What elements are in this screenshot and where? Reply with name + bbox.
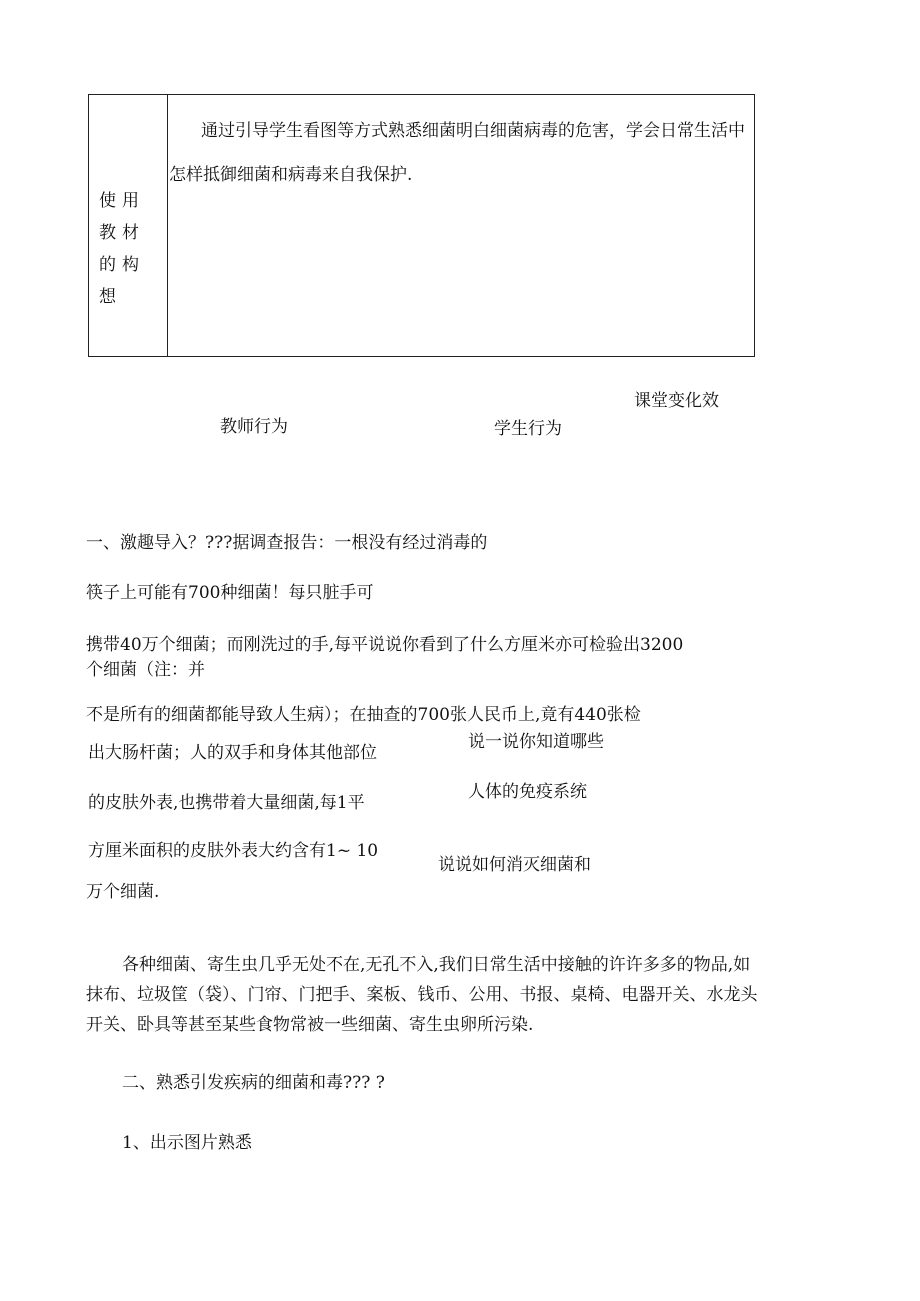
teacher-line: 的皮肤外表,也携带着大量细菌,每1平 — [88, 793, 365, 813]
table-content: 通过引导学生看图等方式熟悉细菌明白细菌病毒的危害，学会日常生活中怎样抵御细菌和病毒来自我保护. — [169, 121, 745, 185]
teacher-line: 不是所有的细菌都能导致人生病）；在抽查的700张人民币上,竟有440张检 — [86, 705, 641, 725]
teacher-line: 携带40万个细菌；而刚洗过的手,每平说说你看到了什么方厘米亦可检验出3200 — [86, 635, 684, 655]
header-effect: 课堂变化效 — [634, 391, 719, 411]
section-heading: 二、熟悉引发疾病的细菌和毒??? ? — [122, 1073, 385, 1093]
table-divider — [167, 95, 168, 356]
plan-table — [88, 94, 755, 357]
header-student: 学生行为 — [494, 419, 562, 439]
student-line: 人体的免疫系统 — [468, 782, 587, 802]
body-paragraph: 各种细菌、寄生虫几乎无处不在,无孔不入,我们日常生活中接触的许许多多的物品,如抹布、垃圾筐（袋）、门帘、门把手、案板、钱币、公用、书报、桌椅、电器开关、水龙头开关、卧具等甚至某些食物常被一些细菌、寄生虫卵所污染. — [86, 955, 758, 1035]
teacher-line: 一、激趣导入？???据调查报告：一根没有经过消毒的 — [86, 533, 488, 553]
teacher-line: 筷子上可能有700种细菌！每只脏手可 — [86, 583, 374, 603]
teacher-line: 个细菌（注：并 — [86, 660, 205, 680]
teacher-line: 万个细菌. — [86, 882, 160, 902]
list-item: 1、出示图片熟悉 — [122, 1133, 252, 1153]
table-label: 使用教材的构想 — [99, 191, 145, 307]
teacher-line: 出大肠杆菌；人的双手和身体其他部位 — [88, 743, 377, 763]
header-teacher: 教师行为 — [220, 417, 288, 437]
teacher-line: 方厘米面积的皮肤外表大约含有1~ 10 — [88, 841, 379, 861]
student-line: 说说如何消灭细菌和 — [438, 855, 591, 875]
student-line: 说一说你知道哪些 — [468, 732, 604, 752]
